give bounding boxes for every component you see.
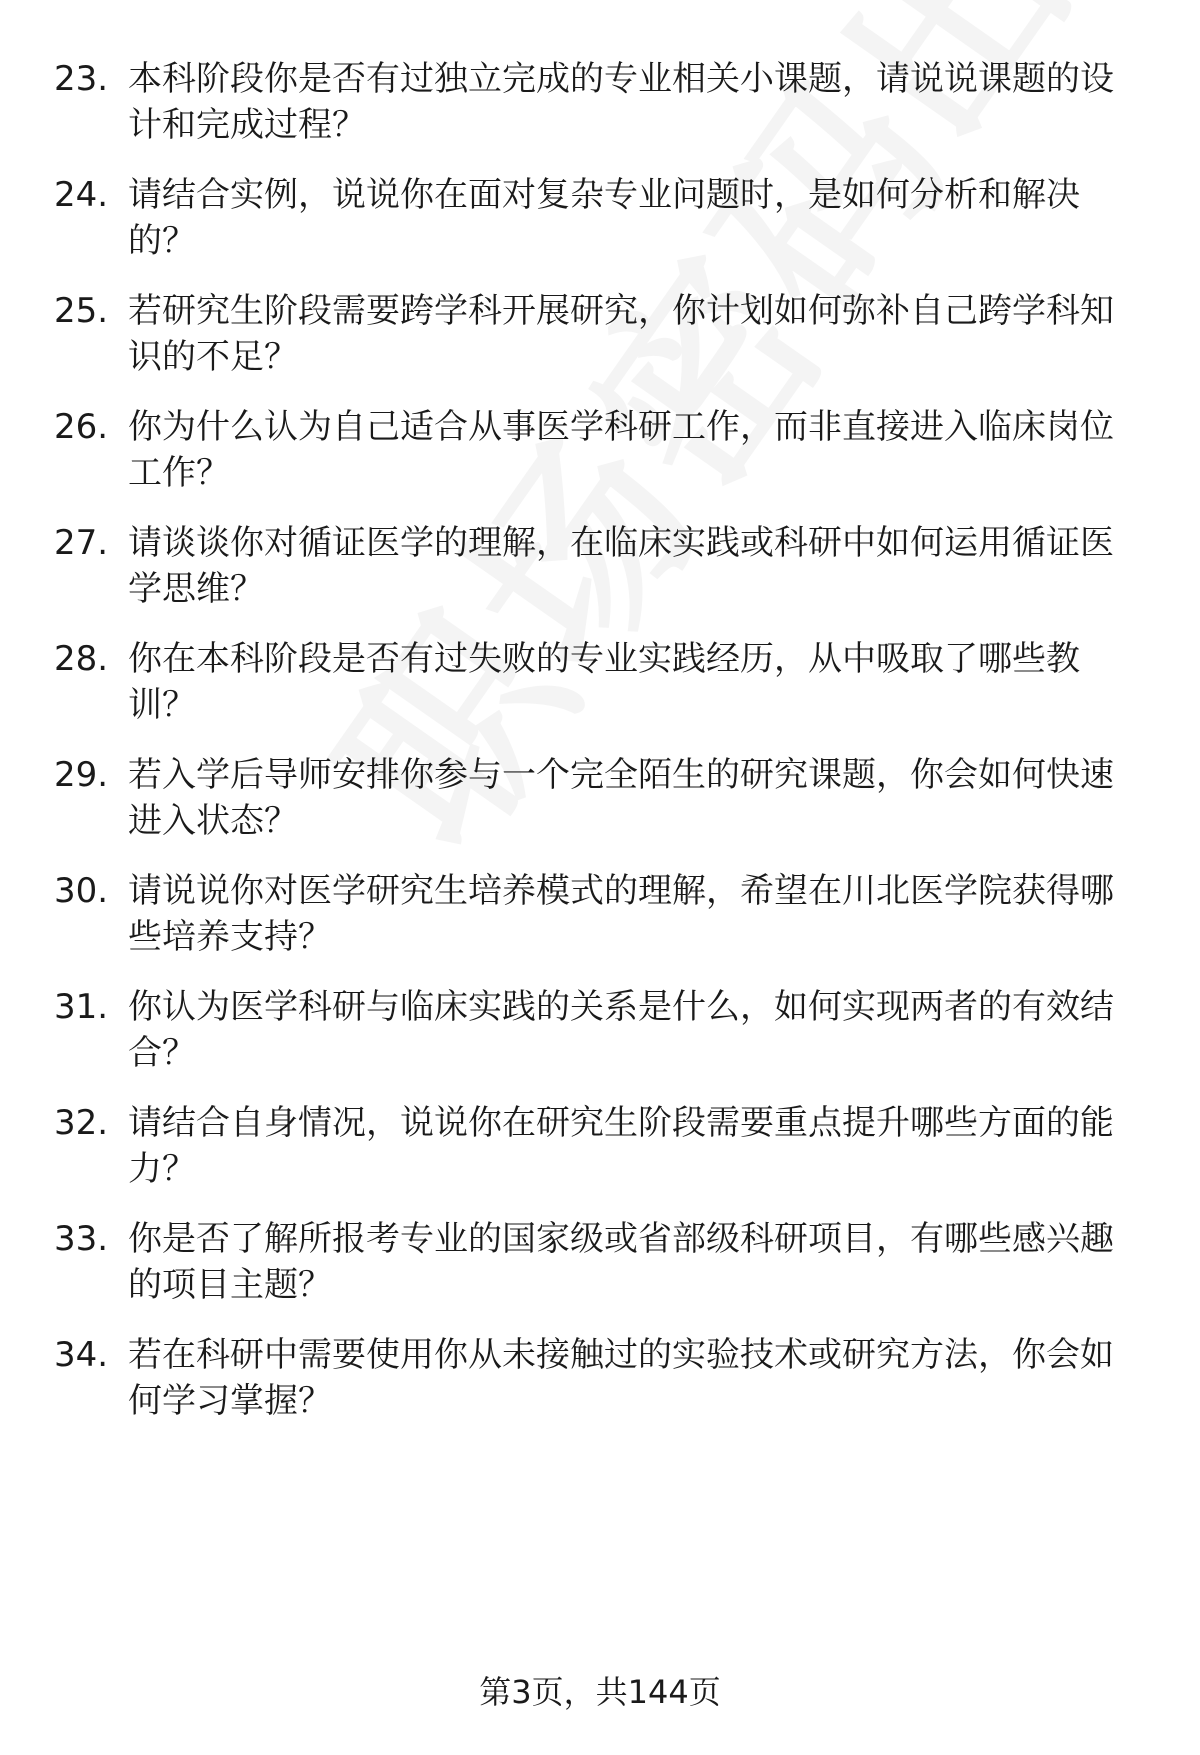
question-item — [54, 172, 1154, 264]
question-number: 33. — [54, 1219, 109, 1259]
question-number: 27. — [54, 523, 109, 563]
question-number: 31. — [54, 987, 109, 1027]
question-text: 请谈谈你对循证医学的理解，在临床实践或科研中如何运用循证医学思维？ — [128, 523, 1114, 609]
question-number: 28. — [54, 639, 109, 679]
question-item — [54, 56, 1154, 148]
question-text: 若在科研中需要使用你从未接触过的实验技术或研究方法，你会如何学习掌握？ — [128, 1335, 1114, 1421]
question-text: 你是否了解所报考专业的国家级或省部级科研项目，有哪些感兴趣的项目主题？ — [128, 1219, 1114, 1305]
question-item — [54, 1216, 1154, 1308]
question-text: 请结合实例，说说你在面对复杂专业问题时，是如何分析和解决的？ — [128, 175, 1080, 261]
question-item — [54, 868, 1154, 960]
question-item — [54, 1332, 1154, 1424]
question-text: 若入学后导师安排你参与一个完全陌生的研究课题，你会如何快速进入状态？ — [128, 755, 1114, 841]
question-text: 若研究生阶段需要跨学科开展研究，你计划如何弥补自己跨学科知识的不足？ — [128, 291, 1114, 377]
question-number: 23. — [54, 59, 109, 99]
question-item — [54, 404, 1154, 496]
question-item — [54, 288, 1154, 380]
question-text: 请说说你对医学研究生培养模式的理解，希望在川北医学院获得哪些培养支持？ — [128, 871, 1114, 957]
question-item — [54, 636, 1154, 728]
question-number: 25. — [54, 291, 109, 331]
page-footer: 第3页，共144页 — [479, 1673, 721, 1711]
question-text: 你为什么认为自己适合从事医学科研工作，而非直接进入临床岗位工作？ — [128, 407, 1114, 493]
question-number: 24. — [54, 175, 109, 215]
question-item — [54, 752, 1154, 844]
question-number: 30. — [54, 871, 109, 911]
question-number: 26. — [54, 407, 109, 447]
question-item — [54, 520, 1154, 612]
question-item — [54, 1100, 1154, 1192]
question-text: 你认为医学科研与临床实践的关系是什么，如何实现两者的有效结合？ — [128, 987, 1114, 1073]
question-text: 你在本科阶段是否有过失败的专业实践经历，从中吸取了哪些教训？ — [128, 639, 1080, 725]
question-text: 请结合自身情况，说说你在研究生阶段需要重点提升哪些方面的能力？ — [128, 1103, 1114, 1189]
question-number: 34. — [54, 1335, 109, 1375]
question-number: 29. — [54, 755, 109, 795]
question-text: 本科阶段你是否有过独立完成的专业相关小课题，请说说课题的设计和完成过程？ — [128, 59, 1114, 145]
question-item — [54, 984, 1154, 1076]
question-number: 32. — [54, 1103, 109, 1143]
